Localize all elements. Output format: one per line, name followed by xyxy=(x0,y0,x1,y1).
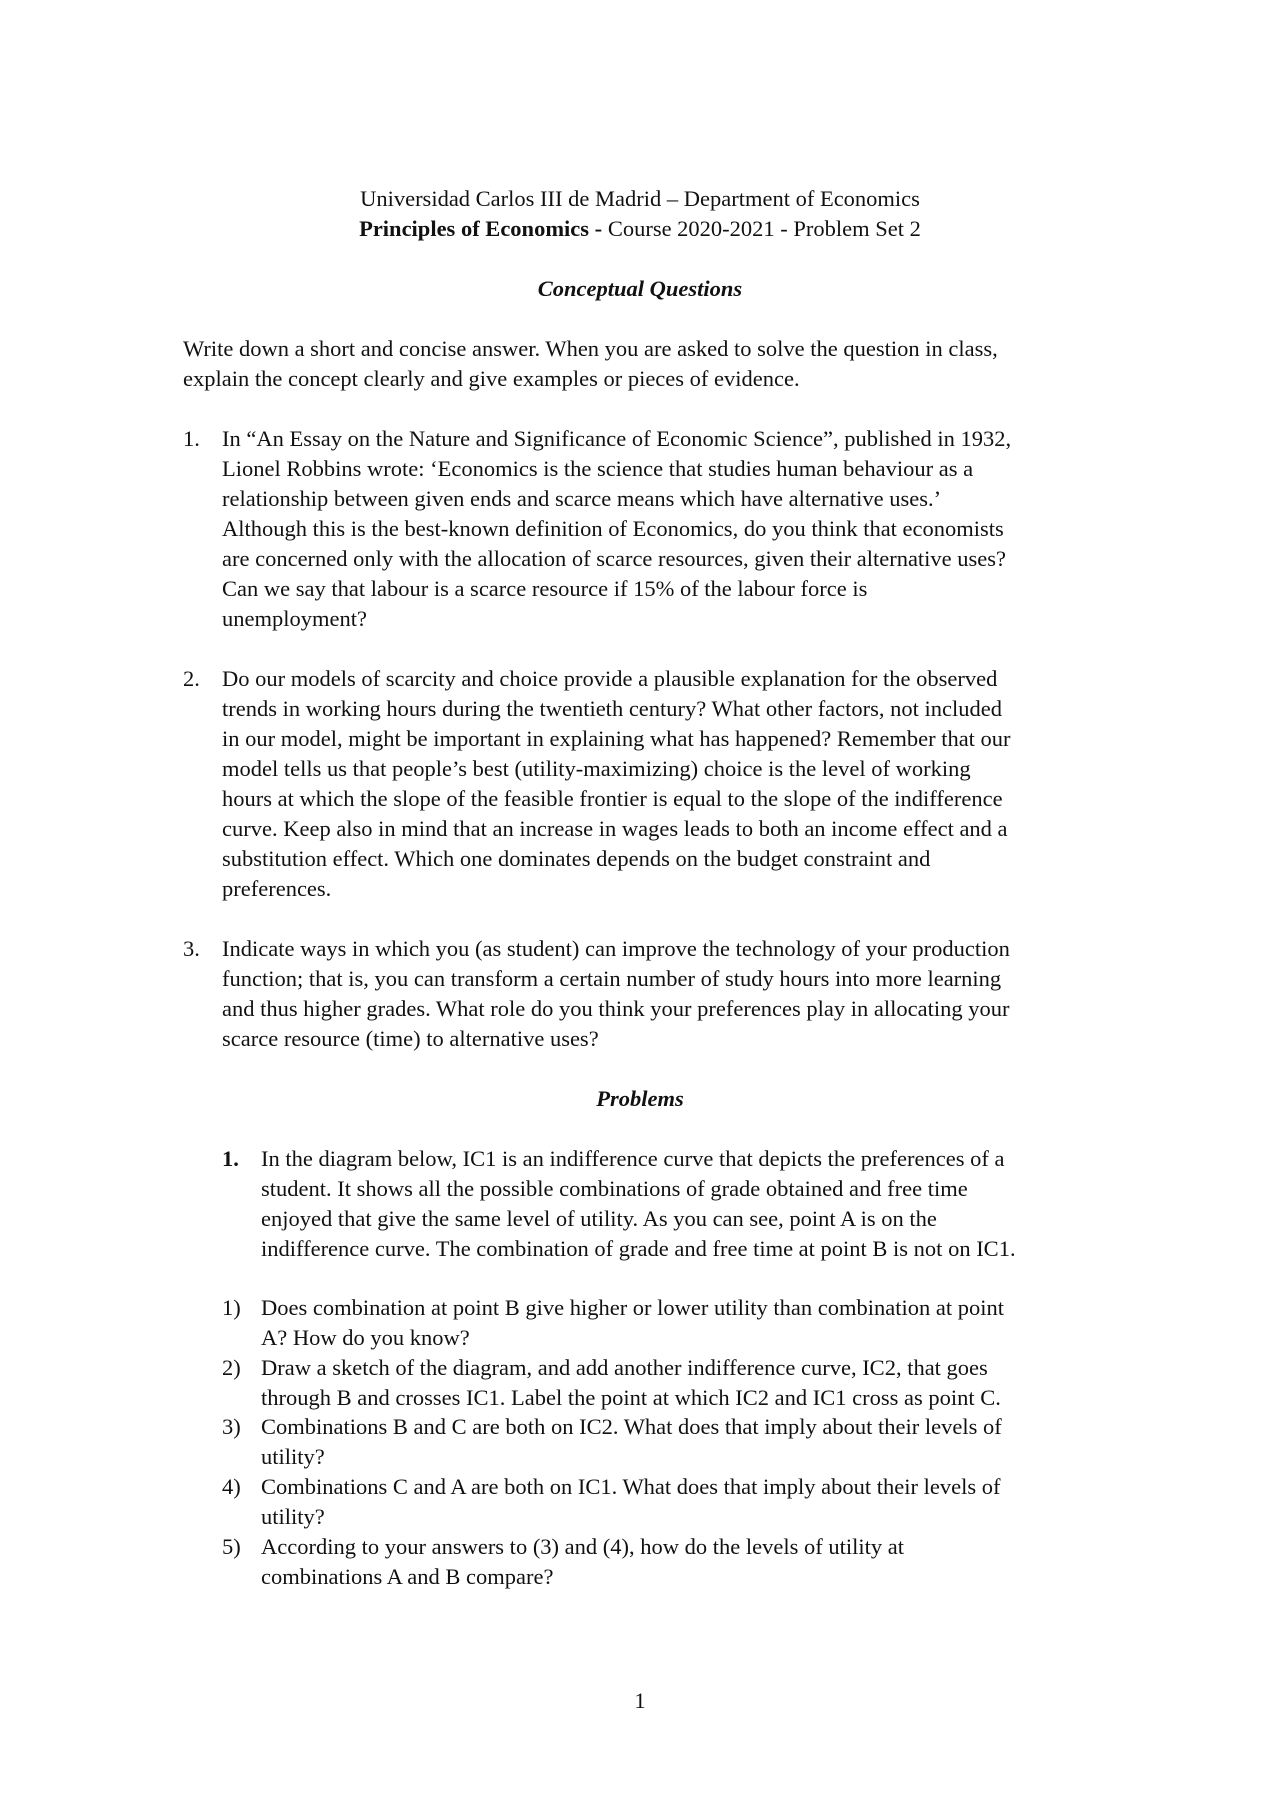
question-line: Indicate ways in which you (as student) can improve the technology of your production xyxy=(222,936,1010,961)
problem-line: student. It shows all the possible combinations of grade obtained and free time xyxy=(261,1176,968,1201)
question-line: scarce resource (time) to alternative uses? xyxy=(222,1026,599,1051)
intro-line: explain the concept clearly and give examples or pieces of evidence. xyxy=(183,366,800,391)
question-line: preferences. xyxy=(222,876,332,901)
question-number: 3. xyxy=(183,936,200,961)
subquestion-line: Combinations C and A are both on IC1. What does that imply about their levels of xyxy=(261,1474,1001,1499)
subquestion-line: Combinations B and C are both on IC2. What does that imply about their levels of xyxy=(261,1414,1002,1439)
subquestion-line: Does combination at point B give higher or lower utility than combination at point xyxy=(261,1295,1004,1320)
question-number: 1. xyxy=(183,426,200,451)
university-line: Universidad Carlos III de Madrid – Department of Economics xyxy=(360,186,920,211)
intro-line: Write down a short and concise answer. When you are asked to solve the question in class, xyxy=(183,336,998,361)
subquestion-line: utility? xyxy=(261,1444,325,1469)
question-line: In “An Essay on the Nature and Significance of Economic Science”, published in 1932, xyxy=(222,426,1012,451)
question-line: Although this is the best-known definition of Economics, do you think that economists xyxy=(222,516,1004,541)
question-line: curve. Keep also in mind that an increase in wages leads to both an income effect and a xyxy=(222,816,1008,841)
subquestion-number: 2) xyxy=(222,1355,241,1380)
question-line: Lionel Robbins wrote: ‘Economics is the science that studies human behaviour as a xyxy=(222,456,974,481)
subquestion-number: 5) xyxy=(222,1534,241,1559)
subquestion-line: Draw a sketch of the diagram, and add another indifference curve, IC2, that goes xyxy=(261,1355,988,1380)
question-line: model tells us that people’s best (utility-maximizing) choice is the level of working xyxy=(222,756,971,781)
question-line: are concerned only with the allocation of scarce resources, given their alternative uses? xyxy=(222,546,1007,571)
course-title-bold: Principles of Economics - xyxy=(359,216,603,241)
subquestion-line: combinations A and B compare? xyxy=(261,1564,554,1589)
course-line xyxy=(0,214,1280,244)
question-number: 2. xyxy=(183,666,200,691)
subquestion-line: utility? xyxy=(261,1504,325,1529)
question-line: Do our models of scarcity and choice provide a plausible explanation for the observed xyxy=(222,666,998,691)
question-line: function; that is, you can transform a certain number of study hours into more learning xyxy=(222,966,1002,991)
page-number: 1 xyxy=(634,1688,646,1713)
subquestion-number: 1) xyxy=(222,1295,241,1320)
conceptual-heading: Conceptual Questions xyxy=(537,276,743,301)
question-line: unemployment? xyxy=(222,606,367,631)
problem-line: In the diagram below, IC1 is an indifference curve that depicts the preferences of a xyxy=(261,1146,1005,1171)
question-line: substitution effect. Which one dominates depends on the budget constraint and xyxy=(222,846,931,871)
subquestion-number: 4) xyxy=(222,1474,241,1499)
question-line: Can we say that labour is a scarce resource if 15% of the labour force is xyxy=(222,576,868,601)
problem-line: enjoyed that give the same level of utility. As you can see, point A is on the xyxy=(261,1206,937,1231)
question-line: in our model, might be important in explaining what has happened? Remember that our xyxy=(222,726,1011,751)
course-details: Course 2020-2021 - Problem Set 2 xyxy=(602,216,921,241)
question-line: trends in working hours during the twentieth century? What other factors, not included xyxy=(222,696,1003,721)
subquestion-line: through B and crosses IC1. Label the point at which IC2 and IC1 cross as point C. xyxy=(261,1385,1001,1410)
subquestion-line: A? How do you know? xyxy=(261,1325,470,1350)
question-line: relationship between given ends and scarce means which have alternative uses.’ xyxy=(222,486,942,511)
question-line: and thus higher grades. What role do you think your preferences play in allocating your xyxy=(222,996,1010,1021)
subquestion-number: 3) xyxy=(222,1414,241,1439)
problems-heading: Problems xyxy=(596,1086,684,1111)
question-line: hours at which the slope of the feasible frontier is equal to the slope of the indifference xyxy=(222,786,1003,811)
problem-line: indifference curve. The combination of grade and free time at point B is not on IC1. xyxy=(261,1236,1016,1261)
subquestion-line: According to your answers to (3) and (4), how do the levels of utility at xyxy=(261,1534,904,1559)
problem-number: 1. xyxy=(222,1146,239,1171)
